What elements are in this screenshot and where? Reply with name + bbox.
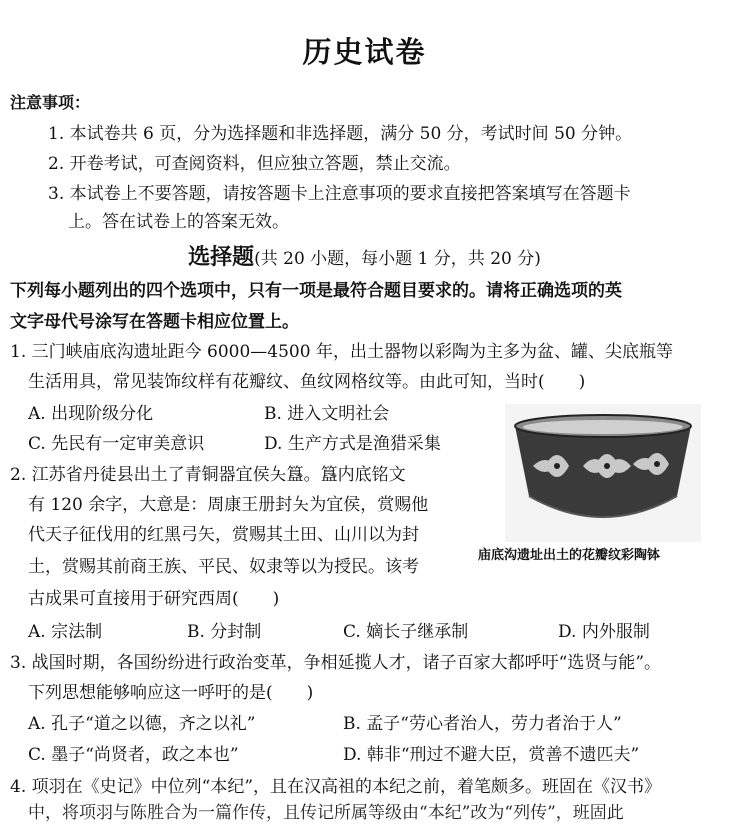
notice-heading: 注意事项： — [10, 93, 91, 112]
figure-caption: 庙底沟遗址出土的花瓣纹彩陶钵 — [478, 548, 661, 563]
q3-option-d: D. 韩非“刑过不避大臣，赏善不遗匹夫” — [343, 745, 640, 765]
q3-option-b: B. 孟子“劳心者治人，劳力者治于人” — [343, 714, 622, 734]
q4-stem-2: 中，将项羽与陈胜合为一篇作传，且传记所属等级由“本纪”改为“列传”，班固此 — [28, 803, 624, 823]
q2-stem-5: 古成果可直接用于研究西周( ) — [28, 589, 280, 609]
q2-stem-1: 2. 江苏省丹徒县出土了青铜器宜侯夨簋。簋内底铭文 — [10, 465, 406, 485]
q3-stem-2: 下列思想能够响应这一呼吁的是( ) — [28, 683, 314, 703]
notice-item-3: 3. 本试卷上不要答题，请按答题卡上注意事项的要求直接把答案填写在答题卡 — [48, 184, 631, 204]
q3-stem-1: 3. 战国时期，各国纷纷进行政治变革，争相延揽人才，诸子百家大都呼吁“选贤与能”。 — [10, 653, 662, 673]
q2-option-a: A. 宗法制 — [28, 622, 103, 642]
section-title-sub: (共 20 小题，每小题 1 分，共 20 分) — [254, 249, 541, 269]
q2-stem-2: 有 120 余字，大意是：周康王册封夨为宜侯，赏赐他 — [28, 495, 429, 515]
q1-option-b: B. 进入文明社会 — [264, 404, 390, 424]
q4-stem-1: 4. 项羽在《史记》中位列“本纪”，且在汉高祖的本纪之前，着笔颇多。班固在《汉书》 — [10, 777, 662, 797]
section-title-main: 选择题 — [188, 244, 255, 270]
q1-stem-1: 1. 三门峡庙底沟遗址距今 6000—4500 年，出土器物以彩陶为主多为盆、罐、尖底瓶等 — [10, 342, 673, 362]
section-instruction-2: 文字母代号涂写在答题卡相应位置上。 — [10, 312, 299, 332]
q1-option-d: D. 生产方式是渔猎采集 — [264, 434, 441, 454]
q3-option-c: C. 墨子“尚贤者，政之本也” — [28, 745, 239, 765]
q1-stem-2: 生活用具，常见装饰纹样有花瓣纹、鱼纹网格纹等。由此可知，当时( ) — [28, 372, 586, 392]
q2-option-d: D. 内外服制 — [558, 622, 650, 642]
page-title: 历史试卷 — [302, 35, 427, 69]
q2-option-b: B. 分封制 — [187, 622, 262, 642]
notice-item-3-cont: 上。答在试卷上的答案无效。 — [68, 212, 289, 232]
q2-stem-4: 土，赏赐其前商王族、平民、奴隶等以为授民。该考 — [28, 557, 419, 577]
q2-stem-3: 代天子征伐用的红黑弓矢，赏赐其土田、山川以为封 — [28, 525, 419, 545]
painted-pottery-bowl-image — [505, 404, 701, 542]
q3-option-a: A. 孔子“道之以德，齐之以礼” — [28, 714, 256, 734]
q2-option-c: C. 嫡长子继承制 — [343, 622, 469, 642]
q1-option-a: A. 出现阶级分化 — [28, 404, 154, 424]
notice-item-1: 1. 本试卷共 6 页，分为选择题和非选择题，满分 50 分，考试时间 50 分钟。 — [48, 124, 633, 144]
q1-option-c: C. 先民有一定审美意识 — [28, 434, 205, 454]
section-instruction-1: 下列每小题列出的四个选项中，只有一项是最符合题目要求的。请将正确选项的英 — [10, 281, 622, 301]
notice-item-2: 2. 开卷考试，可查阅资料，但应独立答题，禁止交流。 — [48, 154, 461, 174]
section-title — [0, 240, 729, 271]
